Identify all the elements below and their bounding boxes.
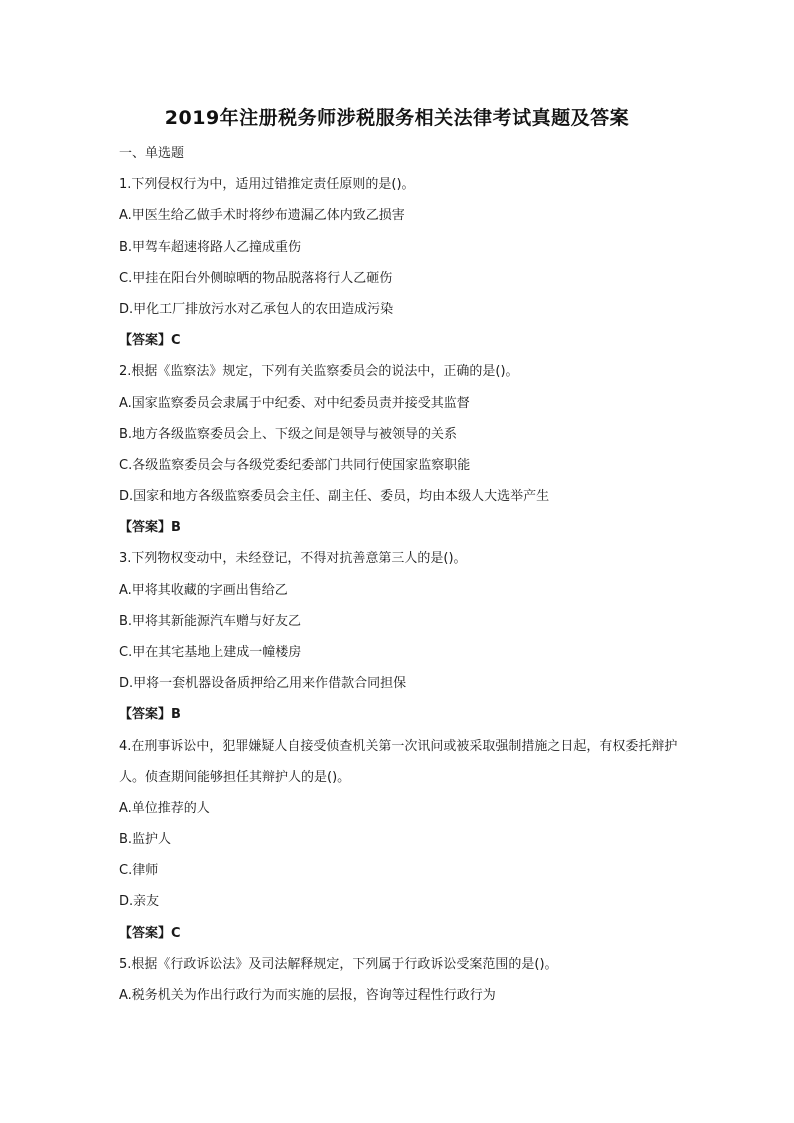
- section-heading: 一、单选题: [119, 146, 185, 161]
- question-stem: 2.根据《监察法》规定，下列有关监察委员会的说法中，正确的是()。: [119, 364, 519, 380]
- question-option: B.监护人: [119, 831, 172, 847]
- question-option: D.甲将一套机器设备质押给乙用来作借款合同担保: [119, 676, 407, 692]
- question-answer: 【答案】C: [119, 333, 181, 349]
- question-option: B.甲将其新能源汽车赠与好友乙: [119, 613, 302, 629]
- question-option: D.亲友: [119, 894, 160, 910]
- question-option: C.甲在其宅基地上建成一幢楼房: [119, 645, 302, 660]
- question-stem: 4.在刑事诉讼中，犯罪嫌疑人自接受侦查机关第一次讯问或被采取强制措施之日起，有权委托辩护人。侦查期间能够担任其辩护人的是()。: [119, 739, 678, 786]
- question-option: A.甲医生给乙做手术时将纱布遗漏乙体内致乙损害: [119, 208, 405, 224]
- question-stem: 1.下列侵权行为中，适用过错推定责任原则的是()。: [119, 177, 415, 193]
- question-answer: 【答案】B: [119, 707, 181, 723]
- document-body: [119, 144, 679, 1017]
- document-title: 2019年注册税务师涉税服务相关法律考试真题及答案: [164, 107, 630, 129]
- question-option: D.甲化工厂排放污水对乙承包人的农田造成污染: [119, 301, 394, 317]
- question-option: C.各级监察委员会与各级党委纪委部门共同行使国家监察职能: [119, 457, 471, 473]
- question-option: A.甲将其收藏的字画出售给乙: [119, 582, 288, 598]
- question-option: D.国家和地方各级监察委员会主任、副主任、委员，均由本级人大选举产生: [119, 489, 550, 505]
- question-stem: 3.下列物权变动中，未经登记，不得对抗善意第三人的是()。: [119, 551, 467, 567]
- question-option: C.甲挂在阳台外侧晾晒的物品脱落将行人乙砸伤: [119, 270, 393, 286]
- question-option: A.国家监察委员会隶属于中纪委、对中纪委员责并接受其监督: [119, 395, 470, 411]
- question-option: A.单位推荐的人: [119, 800, 210, 816]
- question-answer: 【答案】B: [119, 520, 181, 536]
- question-answer: 【答案】C: [119, 925, 181, 941]
- question-option: B.甲驾车超速将路人乙撞成重伤: [119, 239, 302, 255]
- question-option: B.地方各级监察委员会上、下级之间是领导与被领导的关系: [119, 426, 458, 442]
- question-option: A.税务机关为作出行政行为而实施的层报，咨询等过程性行政行为: [119, 987, 496, 1003]
- question-option: C.律师: [119, 863, 159, 879]
- question-stem: 5.根据《行政诉讼法》及司法解释规定，下列属于行政诉讼受案范围的是()。: [119, 956, 558, 972]
